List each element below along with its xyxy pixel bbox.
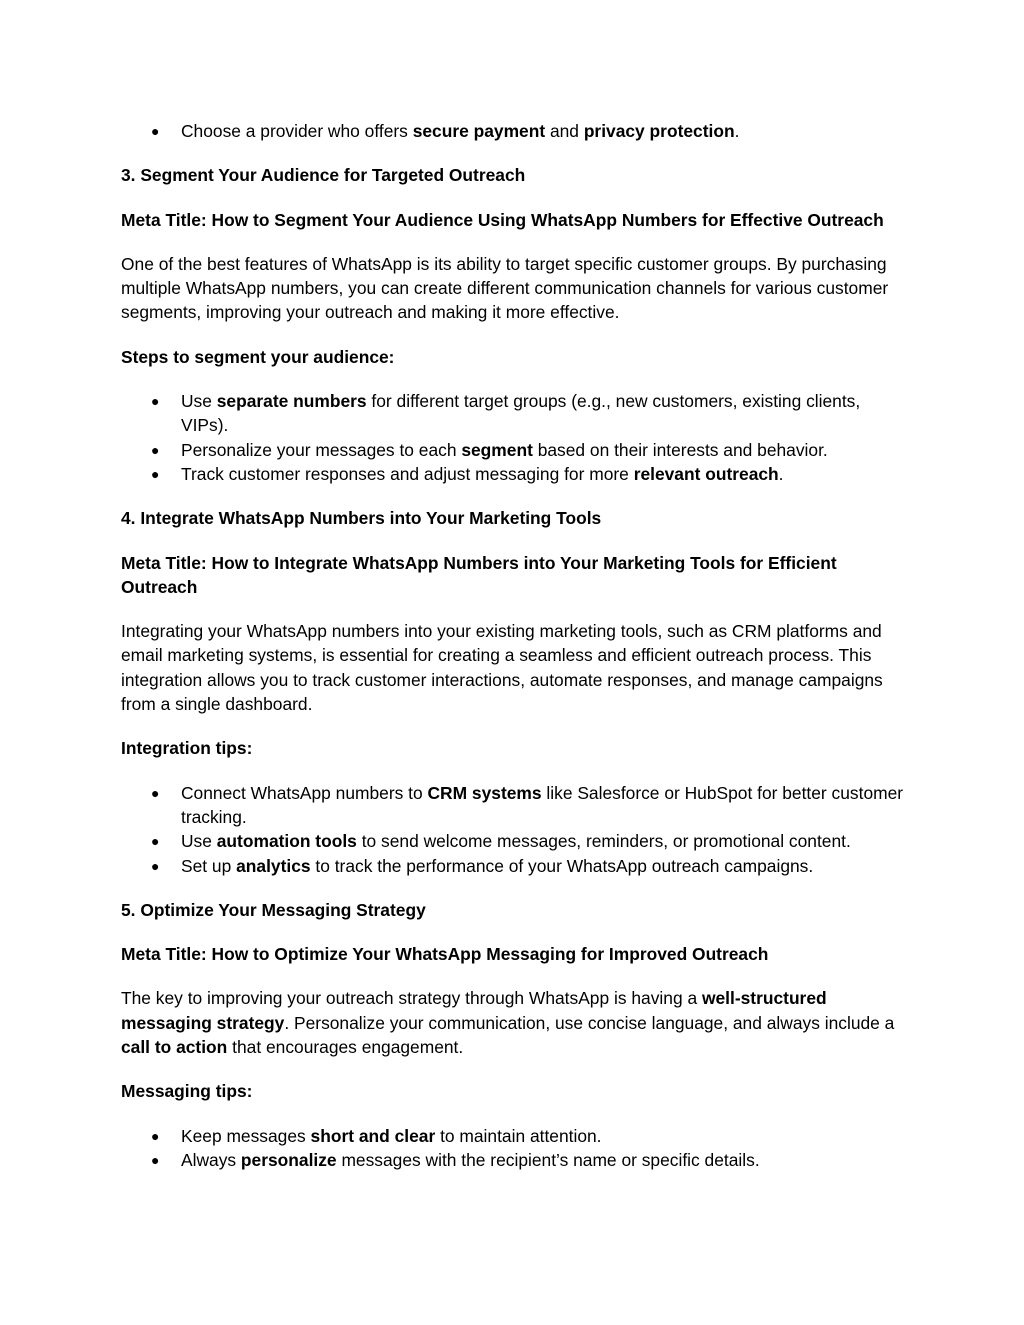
- messaging-subheading: Messaging tips:: [121, 1081, 253, 1102]
- list-item: ● Always personalize messages with the recipient’s name or specific details.: [121, 1148, 911, 1172]
- steps-subheading: Steps to segment your audience:: [121, 346, 395, 367]
- meta-title-5: Meta Title: How to Optimize Your WhatsApp Messaging for Improved Outreach: [121, 944, 769, 965]
- section-heading-4: 4. Integrate WhatsApp Numbers into Your Marketing Tools: [121, 508, 602, 529]
- integration-tips-list: [121, 781, 911, 878]
- section-paragraph-3: One of the best features of WhatsApp is its ability to target specific customer groups. By purchasing multiple WhatsApp numbers, you can create different communication channels for various customer segments, improving your outreach and making it more effective.: [121, 253, 889, 323]
- section-paragraph-5: The key to improving your outreach strategy through WhatsApp is having a well-structured messaging strategy. Personalize your communication, use concise language, and always include a call to action that encourages engagement.: [121, 988, 895, 1058]
- bullet-icon: ●: [151, 857, 160, 874]
- list-item: ● Personalize your messages to each segment based on their interests and behavior.: [121, 438, 911, 462]
- list-item: ● Keep messages short and clear to maintain attention.: [121, 1124, 911, 1148]
- section-heading-3: 3. Segment Your Audience for Targeted Outreach: [121, 165, 526, 186]
- bullet-icon: ●: [151, 123, 160, 139]
- messaging-tips-list: [121, 1124, 911, 1173]
- list-item: ● Track customer responses and adjust messaging for more relevant outreach.: [121, 462, 911, 486]
- section-paragraph-4: Integrating your WhatsApp numbers into your existing marketing tools, such as CRM platforms and email marketing systems, is essential for creating a seamless and efficient outreach process. This integration allows you to track customer interactions, automate responses, and manage campaigns from a single dashboard.: [121, 621, 883, 715]
- list-item: ● Use automation tools to send welcome messages, reminders, or promotional content.: [121, 829, 911, 853]
- bullet-icon: ●: [151, 833, 160, 850]
- bullet-icon: ●: [151, 393, 160, 410]
- list-item: ● Choose a provider who offers secure payment and privacy protection.: [121, 119, 911, 143]
- segment-steps-list: [121, 389, 911, 486]
- provider-tips-list: [121, 119, 911, 143]
- bullet-icon: ●: [151, 465, 160, 482]
- bullet-icon: ●: [151, 1127, 160, 1144]
- list-item: ● Use separate numbers for different target groups (e.g., new customers, existing clients, VIPs).: [151, 391, 861, 436]
- list-item: ● Set up analytics to track the performance of your WhatsApp outreach campaigns.: [121, 854, 911, 878]
- meta-title-4: Meta Title: How to Integrate WhatsApp Numbers into Your Marketing Tools for Efficient Outreach: [121, 552, 837, 597]
- list-item: ● Connect WhatsApp numbers to CRM systems like Salesforce or HubSpot for better customer tracking.: [151, 782, 904, 827]
- document-page: [121, 119, 911, 1192]
- bullet-icon: ●: [151, 1151, 160, 1168]
- bullet-icon: ●: [151, 784, 160, 801]
- meta-title-3: Meta Title: How to Segment Your Audience Using WhatsApp Numbers for Effective Outreach: [121, 209, 884, 230]
- section-heading-5: 5. Optimize Your Messaging Strategy: [121, 899, 426, 920]
- bullet-icon: ●: [151, 441, 160, 458]
- integration-subheading: Integration tips:: [121, 738, 253, 759]
